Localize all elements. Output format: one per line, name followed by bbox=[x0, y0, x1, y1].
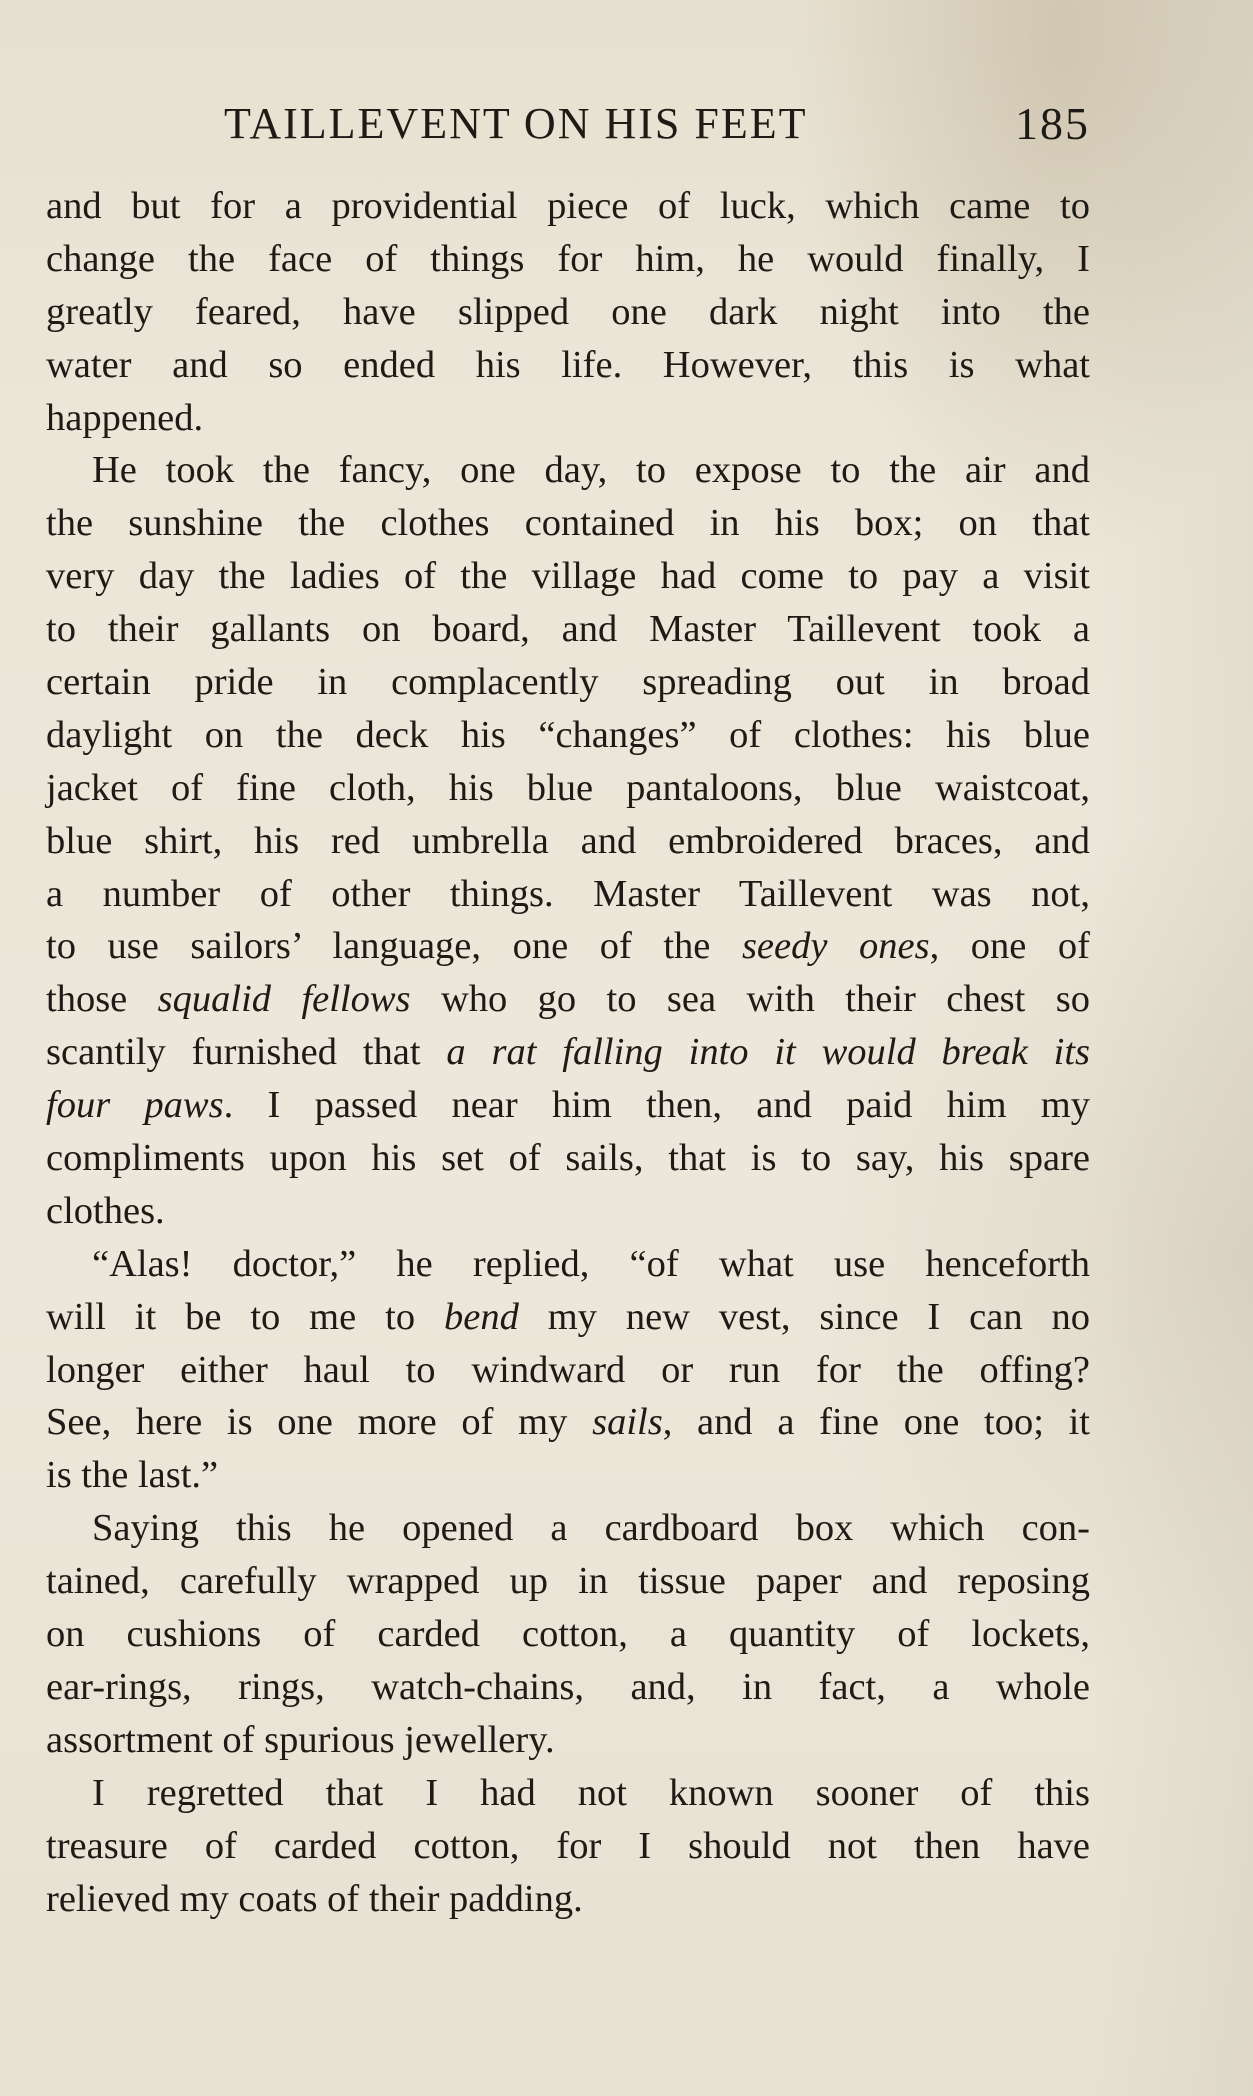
text-run: clothes. bbox=[46, 1189, 165, 1232]
text-line bbox=[46, 444, 1090, 497]
text-run: tained, carefully wrapped up in tissue paper and reposing bbox=[46, 1560, 1090, 1603]
text-line bbox=[46, 1502, 1090, 1555]
text-line bbox=[46, 497, 1090, 550]
text-run: the sunshine the clothes contained in his box; on that bbox=[46, 502, 1090, 545]
italic-phrase: squalid fellows bbox=[157, 978, 411, 1021]
text-line bbox=[46, 1555, 1090, 1608]
text-run: . I passed near him then, and paid him my bbox=[223, 1084, 1091, 1127]
page-header bbox=[220, 96, 1090, 152]
text-run: very day the ladies of the village had come to pay a visit bbox=[46, 555, 1090, 598]
text-line bbox=[46, 1449, 1090, 1502]
text-run: daylight on the deck his “changes” of clothes: his blue bbox=[46, 713, 1090, 756]
text-run: longer either haul to windward or run for the offing? bbox=[46, 1348, 1090, 1391]
text-line bbox=[46, 656, 1090, 709]
text-run: relieved my coats of their padding. bbox=[46, 1877, 583, 1920]
italic-phrase: sails bbox=[592, 1401, 663, 1444]
text-line bbox=[46, 709, 1090, 762]
text-run: will it be to me to bbox=[46, 1295, 444, 1338]
text-run: scantily furnished that bbox=[46, 1031, 447, 1074]
text-line bbox=[46, 1767, 1090, 1820]
text-line bbox=[46, 1238, 1090, 1291]
text-run: my new vest, since I can no bbox=[518, 1295, 1090, 1338]
text-line bbox=[46, 1291, 1090, 1344]
text-line bbox=[46, 339, 1090, 392]
text-run: treasure of carded cotton, for I should not then have bbox=[46, 1824, 1090, 1867]
text-line bbox=[46, 550, 1090, 603]
text-line bbox=[46, 1132, 1090, 1185]
text-run: jacket of fine cloth, his blue pantaloons, blue waistcoat, bbox=[46, 766, 1090, 809]
text-run: is the last.” bbox=[46, 1454, 219, 1497]
text-line bbox=[46, 973, 1090, 1026]
text-run: compliments upon his set of sails, that is to say, his spare bbox=[46, 1137, 1090, 1180]
body-text bbox=[46, 180, 1090, 1925]
text-line bbox=[46, 1873, 1090, 1926]
italic-phrase: bend bbox=[443, 1295, 519, 1338]
text-line bbox=[46, 1026, 1090, 1079]
text-line bbox=[46, 920, 1090, 973]
text-run: blue shirt, his red umbrella and embroidered braces, and bbox=[46, 819, 1090, 862]
text-line bbox=[46, 392, 1090, 445]
text-run: happened. bbox=[46, 396, 204, 439]
text-run: , and a fine one too; it bbox=[662, 1401, 1091, 1444]
text-line bbox=[46, 1714, 1090, 1767]
text-line bbox=[46, 1079, 1090, 1132]
text-run: change the face of things for him, he would finally, I bbox=[46, 237, 1090, 280]
text-run: to use sailors’ language, one of the bbox=[46, 925, 742, 968]
text-run: ear-rings, rings, watch-chains, and, in fact, a whole bbox=[46, 1665, 1090, 1708]
text-line bbox=[46, 1608, 1090, 1661]
text-run: those bbox=[46, 978, 158, 1021]
text-line bbox=[46, 762, 1090, 815]
text-line bbox=[46, 1661, 1090, 1714]
text-line bbox=[46, 286, 1090, 339]
text-line bbox=[46, 815, 1090, 868]
text-run: who go to sea with their chest so bbox=[410, 978, 1090, 1021]
text-line bbox=[46, 180, 1090, 233]
italic-phrase: four paws bbox=[46, 1084, 224, 1127]
page-edge-shading bbox=[1093, 0, 1253, 2096]
text-run: assortment of spurious jewellery. bbox=[46, 1718, 555, 1761]
text-run: certain pride in complacently spreading out in broad bbox=[46, 661, 1090, 704]
text-run: a number of other things. Master Taillevent was not, bbox=[46, 872, 1090, 915]
text-run: See, here is one more of my bbox=[46, 1401, 593, 1444]
running-title: TAILLEVENT ON HIS FEET bbox=[224, 99, 808, 148]
italic-phrase: a rat falling into it would break its bbox=[446, 1031, 1091, 1074]
text-line bbox=[46, 1185, 1090, 1238]
text-line bbox=[46, 1820, 1090, 1873]
text-line bbox=[46, 1344, 1090, 1397]
text-run: water and so ended his life. However, this is what bbox=[46, 343, 1090, 386]
text-run: He took the fancy, one day, to expose to the air and bbox=[92, 449, 1090, 492]
text-line bbox=[46, 603, 1090, 656]
text-run: on cushions of carded cotton, a quantity of lockets, bbox=[46, 1613, 1090, 1656]
text-line bbox=[46, 1396, 1090, 1449]
text-run: , one of bbox=[929, 925, 1090, 968]
text-run: Saying this he opened a cardboard box which con- bbox=[92, 1507, 1090, 1550]
text-run: I regretted that I had not known sooner of this bbox=[92, 1771, 1090, 1814]
italic-phrase: seedy ones bbox=[741, 925, 930, 968]
text-run: and but for a providential piece of luck, which came to bbox=[46, 185, 1090, 227]
page-number: 185 bbox=[1015, 98, 1090, 149]
text-run: “Alas! doctor,” he replied, “of what use henceforth bbox=[92, 1242, 1090, 1285]
text-line bbox=[46, 868, 1090, 921]
text-run: greatly feared, have slipped one dark night into the bbox=[46, 290, 1090, 333]
text-run: to their gallants on board, and Master Taillevent took a bbox=[46, 608, 1090, 651]
text-line bbox=[46, 233, 1090, 286]
